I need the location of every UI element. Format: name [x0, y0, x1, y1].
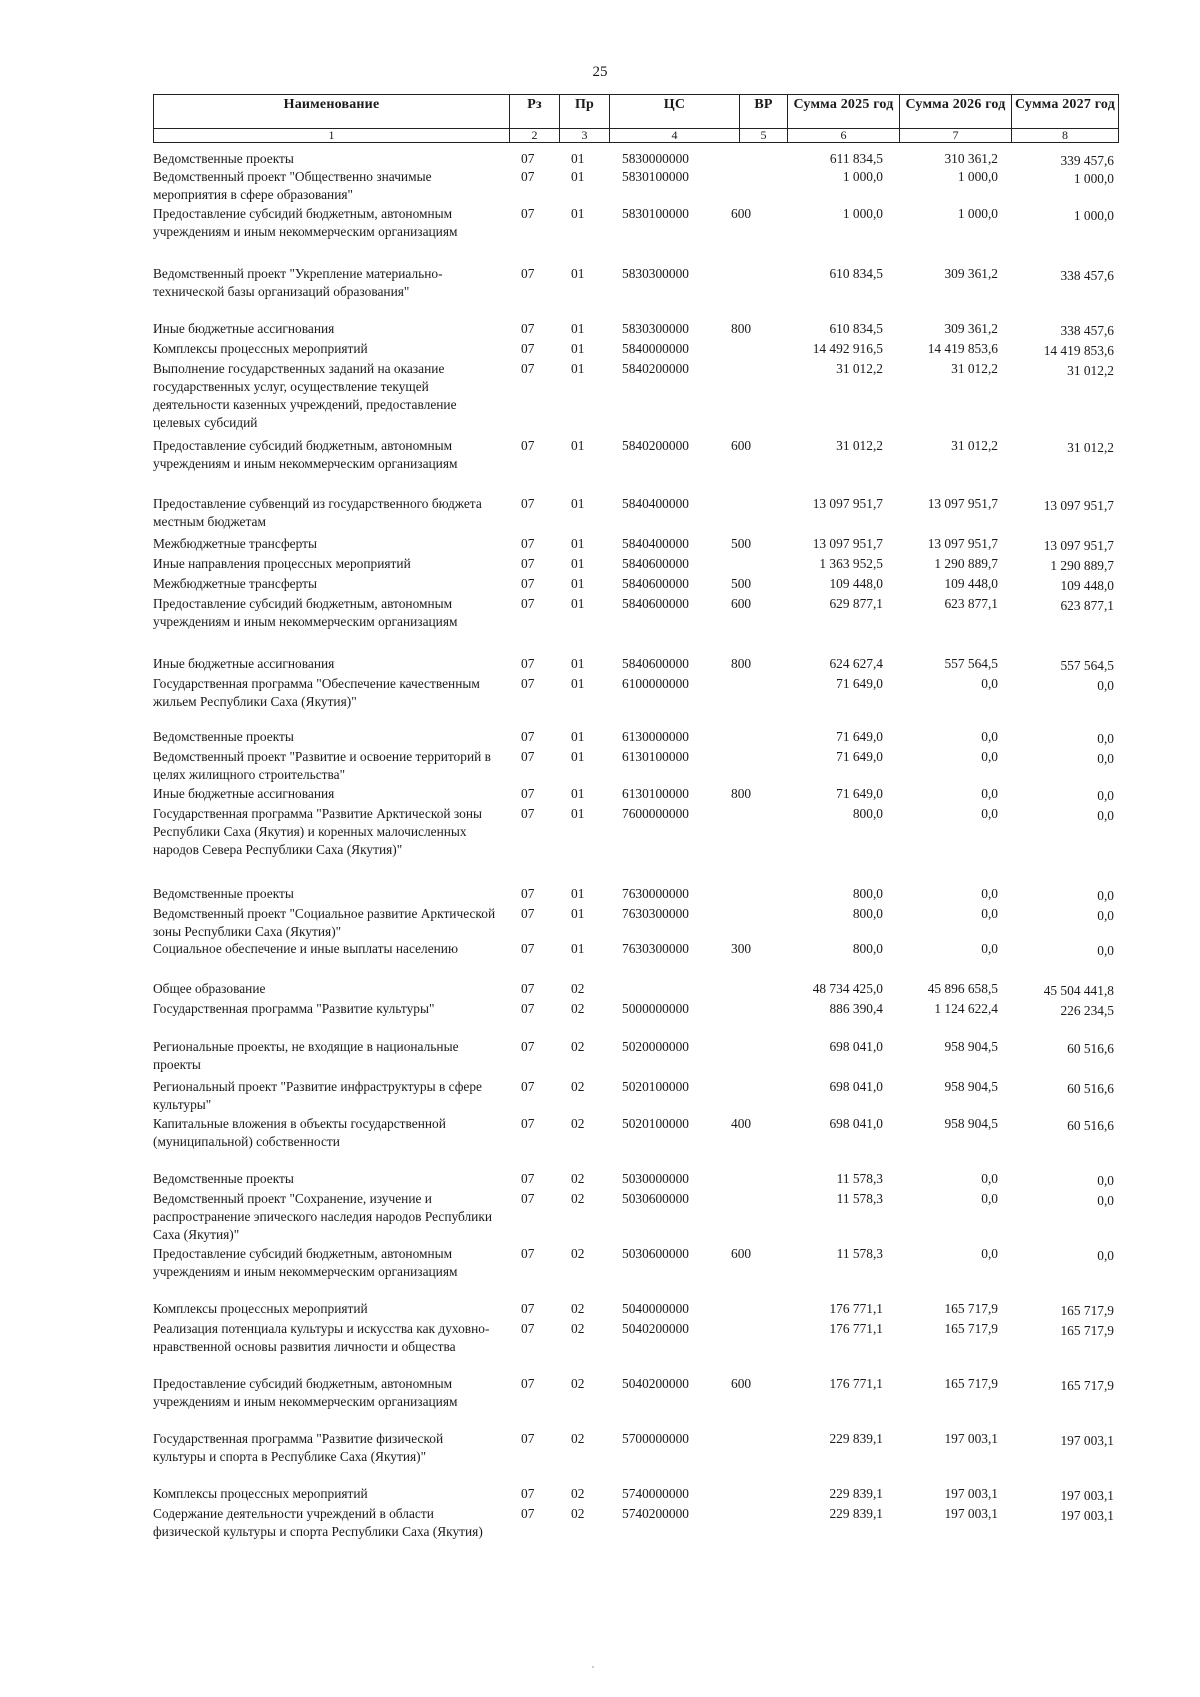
- row-sum-2025: 800,0: [852, 941, 883, 956]
- row-vr: 500: [731, 576, 752, 591]
- row-rz: 07: [521, 576, 535, 591]
- row-sum-2025: 698 041,0: [829, 1116, 883, 1131]
- row-vr: 600: [731, 596, 752, 611]
- row-cs: 5840600000: [622, 656, 689, 671]
- row-sum-2027: 165 717,9: [1060, 1378, 1114, 1393]
- row-cs: 5040200000: [622, 1376, 689, 1391]
- row-sum-2025: 1 000,0: [842, 169, 883, 184]
- row-sum-2025: 176 771,1: [829, 1321, 883, 1336]
- row-sum-2027: 0,0: [1097, 751, 1114, 766]
- col-number-8: 8: [1012, 129, 1119, 143]
- row-sum-2026: 45 896 658,5: [927, 981, 998, 996]
- row-sum-2026: 958 904,5: [944, 1079, 998, 1094]
- row-rz: 07: [521, 1171, 535, 1186]
- row-name: Государственная программа "Развитие Арктической зоны Республики Саха (Якутия) и коренных малочисленных народов Севера Республики Саха (Якутия)": [153, 806, 482, 857]
- row-sum-2027: 165 717,9: [1060, 1323, 1114, 1338]
- row-pr: 01: [571, 656, 585, 671]
- row-pr: 02: [571, 1171, 585, 1186]
- row-sum-2025: 14 492 916,5: [812, 341, 883, 356]
- col-header-vr: ВР: [740, 95, 788, 129]
- row-pr: 01: [571, 576, 585, 591]
- row-rz: 07: [521, 729, 535, 744]
- row-sum-2026: 197 003,1: [944, 1431, 998, 1446]
- row-rz: 07: [521, 1079, 535, 1094]
- row-name: Социальное обеспечение и иные выплаты населению: [153, 941, 458, 956]
- row-sum-2027: 60 516,6: [1067, 1041, 1114, 1056]
- row-sum-2025: 13 097 951,7: [812, 496, 883, 511]
- row-sum-2026: 31 012,2: [951, 438, 998, 453]
- row-rz: 07: [521, 361, 535, 376]
- row-pr: 01: [571, 361, 585, 376]
- row-name: Иные бюджетные ассигнования: [153, 786, 335, 801]
- row-sum-2025: 11 578,3: [836, 1171, 883, 1186]
- row-rz: 07: [521, 981, 535, 996]
- row-sum-2026: 0,0: [981, 906, 998, 921]
- row-name: Предоставление субсидий бюджетным, автономным учреждениям и иным некоммерческим организациям: [153, 1376, 458, 1409]
- row-cs: 5840200000: [622, 438, 689, 453]
- row-name: Ведомственный проект "Укрепление материально-технической базы организаций образования": [153, 266, 443, 299]
- row-sum-2026: 1 000,0: [957, 169, 998, 184]
- row-rz: 07: [521, 806, 535, 821]
- row-sum-2026: 165 717,9: [944, 1321, 998, 1336]
- row-sum-2025: 31 012,2: [836, 361, 883, 376]
- row-sum-2027: 0,0: [1097, 1193, 1114, 1208]
- row-pr: 02: [571, 1039, 585, 1054]
- row-rz: 07: [521, 1486, 535, 1501]
- row-vr: 600: [731, 1376, 752, 1391]
- row-cs: 5830300000: [622, 321, 689, 336]
- row-rz: 07: [521, 536, 535, 551]
- row-sum-2027: 13 097 951,7: [1043, 498, 1114, 513]
- row-sum-2025: 71 649,0: [836, 786, 883, 801]
- row-sum-2025: 176 771,1: [829, 1301, 883, 1316]
- table-header: [153, 94, 1119, 143]
- row-name: Предоставление субсидий бюджетным, автономным учреждениям и иным некоммерческим организациям: [153, 1246, 458, 1279]
- row-sum-2026: 197 003,1: [944, 1486, 998, 1501]
- row-name: Иные бюджетные ассигнования: [153, 321, 335, 336]
- row-sum-2025: 698 041,0: [829, 1039, 883, 1054]
- row-sum-2027: 13 097 951,7: [1043, 538, 1114, 553]
- row-cs: 6130000000: [622, 729, 689, 744]
- col-header-cs: ЦС: [610, 95, 740, 129]
- row-vr: 600: [731, 206, 752, 221]
- row-rz: 07: [521, 1301, 535, 1316]
- row-name: Комплексы процессных мероприятий: [153, 1301, 368, 1316]
- row-name: Иные направления процессных мероприятий: [153, 556, 411, 571]
- row-vr: 400: [731, 1116, 752, 1131]
- row-cs: 5030000000: [622, 1171, 689, 1186]
- row-sum-2027: 338 457,6: [1060, 323, 1114, 338]
- row-pr: 01: [571, 496, 585, 511]
- row-sum-2027: 0,0: [1097, 808, 1114, 823]
- row-sum-2027: 197 003,1: [1060, 1488, 1114, 1503]
- row-sum-2025: 629 877,1: [829, 596, 883, 611]
- row-name: Ведомственный проект "Социальное развитие Арктической зоны Республики Саха (Якутия)": [153, 906, 496, 939]
- row-cs: 5700000000: [622, 1431, 689, 1446]
- row-name: Ведомственный проект "Сохранение, изучение и распространение эпического наследия народов Республики Саха (Якутия)": [153, 1191, 493, 1242]
- row-sum-2027: 31 012,2: [1067, 440, 1114, 455]
- col-number-5: 5: [740, 129, 788, 143]
- row-sum-2027: 109 448,0: [1060, 578, 1114, 593]
- row-sum-2026: 31 012,2: [951, 361, 998, 376]
- row-pr: 02: [571, 1301, 585, 1316]
- row-name: Капитальные вложения в объекты государственной (муниципальной) собственности: [153, 1116, 446, 1149]
- col-number-4: 4: [610, 129, 740, 143]
- row-sum-2027: 14 419 853,6: [1043, 343, 1114, 358]
- row-sum-2026: 0,0: [981, 1191, 998, 1206]
- row-rz: 07: [521, 556, 535, 571]
- row-cs: 5840400000: [622, 496, 689, 511]
- row-cs: 5840200000: [622, 361, 689, 376]
- row-cs: 7630000000: [622, 886, 689, 901]
- row-sum-2027: 0,0: [1097, 678, 1114, 693]
- row-pr: 02: [571, 1431, 585, 1446]
- row-pr: 02: [571, 1191, 585, 1206]
- row-sum-2026: 0,0: [981, 806, 998, 821]
- row-sum-2026: 165 717,9: [944, 1301, 998, 1316]
- row-rz: 07: [521, 169, 535, 184]
- row-cs: 7600000000: [622, 806, 689, 821]
- row-pr: 01: [571, 536, 585, 551]
- row-sum-2027: 0,0: [1097, 1248, 1114, 1263]
- row-cs: 7630300000: [622, 906, 689, 921]
- row-sum-2026: 0,0: [981, 1246, 998, 1261]
- row-sum-2026: 0,0: [981, 676, 998, 691]
- row-rz: 07: [521, 438, 535, 453]
- row-sum-2026: 309 361,2: [944, 266, 998, 281]
- row-pr: 02: [571, 1001, 585, 1016]
- row-sum-2025: 229 839,1: [829, 1506, 883, 1521]
- row-pr: 02: [571, 981, 585, 996]
- row-rz: 07: [521, 151, 535, 166]
- row-rz: 07: [521, 941, 535, 956]
- row-sum-2026: 13 097 951,7: [927, 496, 998, 511]
- row-name: Предоставление субвенций из государственного бюджета местным бюджетам: [153, 496, 482, 529]
- row-cs: 5840600000: [622, 556, 689, 571]
- row-pr: 01: [571, 438, 585, 453]
- row-name: Межбюджетные трансферты: [153, 576, 317, 591]
- row-pr: 02: [571, 1079, 585, 1094]
- row-sum-2025: 71 649,0: [836, 676, 883, 691]
- col-number-6: 6: [788, 129, 900, 143]
- row-sum-2025: 1 000,0: [842, 206, 883, 221]
- row-cs: 5020100000: [622, 1079, 689, 1094]
- row-pr: 01: [571, 886, 585, 901]
- row-cs: 5020000000: [622, 1039, 689, 1054]
- row-rz: 07: [521, 749, 535, 764]
- row-vr: 800: [731, 321, 752, 336]
- row-name: Ведомственные проекты: [153, 151, 294, 166]
- row-vr: 600: [731, 1246, 752, 1261]
- row-sum-2025: 13 097 951,7: [812, 536, 883, 551]
- row-sum-2025: 229 839,1: [829, 1486, 883, 1501]
- row-sum-2025: 698 041,0: [829, 1079, 883, 1094]
- row-name: Государственная программа "Развитие физической культуры и спорта в Республике Саха (Якутия)": [153, 1431, 444, 1464]
- row-cs: 5000000000: [622, 1001, 689, 1016]
- row-sum-2026: 1 000,0: [957, 206, 998, 221]
- row-pr: 02: [571, 1376, 585, 1391]
- row-rz: 07: [521, 1001, 535, 1016]
- row-rz: 07: [521, 656, 535, 671]
- col-header-pr: Пр: [560, 95, 610, 129]
- row-sum-2027: 0,0: [1097, 888, 1114, 903]
- col-number-2: 2: [510, 129, 560, 143]
- page-number: 25: [592, 64, 608, 80]
- row-pr: 01: [571, 266, 585, 281]
- row-sum-2027: 197 003,1: [1060, 1433, 1114, 1448]
- row-cs: 5030600000: [622, 1246, 689, 1261]
- row-pr: 01: [571, 906, 585, 921]
- col-header-sum-2026: Сумма 2026 год: [900, 95, 1012, 129]
- row-cs: 5040000000: [622, 1301, 689, 1316]
- row-sum-2026: 1 124 622,4: [934, 1001, 998, 1016]
- row-sum-2026: 309 361,2: [944, 321, 998, 336]
- row-rz: 07: [521, 266, 535, 281]
- row-sum-2027: 338 457,6: [1060, 268, 1114, 283]
- row-name: Реализация потенциала культуры и искусства как духовно-нравственной основы развития личности и общества: [153, 1321, 490, 1354]
- col-header-sum-2027: Сумма 2027 год: [1012, 95, 1119, 129]
- row-cs: 5840600000: [622, 596, 689, 611]
- row-sum-2026: 0,0: [981, 749, 998, 764]
- row-rz: 07: [521, 676, 535, 691]
- row-sum-2026: 557 564,5: [944, 656, 998, 671]
- row-rz: 07: [521, 1506, 535, 1521]
- row-sum-2027: 197 003,1: [1060, 1508, 1114, 1523]
- row-sum-2027: 1 000,0: [1073, 208, 1114, 223]
- row-vr: 800: [731, 786, 752, 801]
- row-pr: 01: [571, 341, 585, 356]
- row-sum-2026: 310 361,2: [944, 151, 998, 166]
- row-sum-2025: 624 627,4: [829, 656, 883, 671]
- row-sum-2025: 109 448,0: [829, 576, 883, 591]
- row-name: Межбюджетные трансферты: [153, 536, 317, 551]
- row-pr: 01: [571, 206, 585, 221]
- row-pr: 02: [571, 1486, 585, 1501]
- row-sum-2025: 610 834,5: [829, 321, 883, 336]
- row-cs: 5040200000: [622, 1321, 689, 1336]
- row-name: Предоставление субсидий бюджетным, автономным учреждениям и иным некоммерческим организациям: [153, 206, 458, 239]
- row-sum-2026: 165 717,9: [944, 1376, 998, 1391]
- row-rz: 07: [521, 341, 535, 356]
- row-cs: 5830100000: [622, 206, 689, 221]
- row-pr: 02: [571, 1116, 585, 1131]
- row-sum-2027: 165 717,9: [1060, 1303, 1114, 1318]
- row-sum-2026: 0,0: [981, 941, 998, 956]
- row-sum-2025: 11 578,3: [836, 1191, 883, 1206]
- row-sum-2026: 109 448,0: [944, 576, 998, 591]
- row-cs: 5020100000: [622, 1116, 689, 1131]
- row-pr: 01: [571, 941, 585, 956]
- row-pr: 01: [571, 676, 585, 691]
- row-cs: 6130100000: [622, 749, 689, 764]
- row-cs: 5840400000: [622, 536, 689, 551]
- row-sum-2027: 1 000,0: [1073, 171, 1114, 186]
- row-cs: 5830100000: [622, 169, 689, 184]
- row-name: Предоставление субсидий бюджетным, автономным учреждениям и иным некоммерческим организациям: [153, 596, 458, 629]
- row-cs: 5740200000: [622, 1506, 689, 1521]
- row-sum-2026: 13 097 951,7: [927, 536, 998, 551]
- row-rz: 07: [521, 886, 535, 901]
- row-rz: 07: [521, 1321, 535, 1336]
- row-sum-2027: 0,0: [1097, 1173, 1114, 1188]
- row-sum-2027: 45 504 441,8: [1043, 983, 1114, 998]
- row-pr: 01: [571, 151, 585, 166]
- row-cs: 6130100000: [622, 786, 689, 801]
- row-pr: 01: [571, 729, 585, 744]
- row-name: Содержание деятельности учреждений в области физической культуры и спорта Республики Саха (Якутия): [153, 1506, 483, 1539]
- row-name: Региональный проект "Развитие инфраструктуры в сфере культуры": [153, 1079, 482, 1112]
- row-cs: 5830300000: [622, 266, 689, 281]
- row-vr: 500: [731, 536, 752, 551]
- row-pr: 01: [571, 169, 585, 184]
- row-name: Государственная программа "Развитие культуры": [153, 1001, 435, 1016]
- row-rz: 07: [521, 1246, 535, 1261]
- row-name: Выполнение государственных заданий на оказание государственных услуг, осуществление текущей деятельности казенных учреждений, предоставление целевых субсидий: [153, 361, 457, 430]
- row-sum-2027: 339 457,6: [1060, 153, 1114, 168]
- row-sum-2026: 0,0: [981, 886, 998, 901]
- row-rz: 07: [521, 1431, 535, 1446]
- row-cs: 5840000000: [622, 341, 689, 356]
- row-sum-2025: 1 363 952,5: [819, 556, 883, 571]
- row-name: Предоставление субсидий бюджетным, автономным учреждениям и иным некоммерческим организациям: [153, 438, 458, 471]
- row-pr: 01: [571, 596, 585, 611]
- row-cs: 5030600000: [622, 1191, 689, 1206]
- row-rz: 07: [521, 906, 535, 921]
- row-sum-2027: 0,0: [1097, 943, 1114, 958]
- row-sum-2025: 800,0: [852, 886, 883, 901]
- row-vr: 300: [731, 941, 752, 956]
- row-rz: 07: [521, 596, 535, 611]
- row-sum-2026: 623 877,1: [944, 596, 998, 611]
- row-sum-2027: 60 516,6: [1067, 1081, 1114, 1096]
- col-number-7: 7: [900, 129, 1012, 143]
- row-sum-2026: 197 003,1: [944, 1506, 998, 1521]
- row-sum-2026: 0,0: [981, 1171, 998, 1186]
- row-name: Ведомственные проекты: [153, 729, 294, 744]
- row-rz: 07: [521, 1039, 535, 1054]
- row-name: Ведомственные проекты: [153, 1171, 294, 1186]
- row-name: Иные бюджетные ассигнования: [153, 656, 335, 671]
- row-name: Ведомственный проект "Общественно значимые мероприятия в сфере образования": [153, 169, 432, 202]
- row-sum-2025: 800,0: [852, 906, 883, 921]
- row-sum-2025: 800,0: [852, 806, 883, 821]
- row-sum-2025: 31 012,2: [836, 438, 883, 453]
- row-sum-2026: 958 904,5: [944, 1039, 998, 1054]
- row-sum-2026: 14 419 853,6: [927, 341, 998, 356]
- row-pr: 01: [571, 786, 585, 801]
- row-sum-2027: 226 234,5: [1060, 1003, 1114, 1018]
- row-rz: 07: [521, 786, 535, 801]
- row-rz: 07: [521, 1191, 535, 1206]
- row-sum-2025: 610 834,5: [829, 266, 883, 281]
- col-number-3: 3: [560, 129, 610, 143]
- row-sum-2025: 886 390,4: [829, 1001, 883, 1016]
- row-sum-2025: 71 649,0: [836, 749, 883, 764]
- row-rz: 07: [521, 1376, 535, 1391]
- row-rz: 07: [521, 206, 535, 221]
- row-sum-2026: 0,0: [981, 729, 998, 744]
- row-cs: 7630300000: [622, 941, 689, 956]
- row-cs: 6100000000: [622, 676, 689, 691]
- row-pr: 02: [571, 1321, 585, 1336]
- row-sum-2027: 623 877,1: [1060, 598, 1114, 613]
- row-sum-2025: 48 734 425,0: [812, 981, 883, 996]
- row-name: Комплексы процессных мероприятий: [153, 1486, 368, 1501]
- row-pr: 01: [571, 749, 585, 764]
- row-sum-2025: 611 834,5: [829, 151, 883, 166]
- col-header-name: Наименование: [154, 95, 510, 129]
- row-name: Региональные проекты, не входящие в национальные проекты: [153, 1039, 459, 1072]
- row-cs: 5740000000: [622, 1486, 689, 1501]
- row-cs: 5830000000: [622, 151, 689, 166]
- row-sum-2027: 60 516,6: [1067, 1118, 1114, 1133]
- row-sum-2026: 958 904,5: [944, 1116, 998, 1131]
- row-name: Государственная программа "Обеспечение качественным жильем Республики Саха (Якутия)": [153, 676, 480, 709]
- row-sum-2027: 557 564,5: [1060, 658, 1114, 673]
- row-vr: 800: [731, 656, 752, 671]
- row-vr: 600: [731, 438, 752, 453]
- row-sum-2025: 71 649,0: [836, 729, 883, 744]
- row-sum-2027: 1 290 889,7: [1050, 558, 1114, 573]
- row-name: Комплексы процессных мероприятий: [153, 341, 368, 356]
- row-name: Общее образование: [153, 981, 266, 996]
- row-pr: 02: [571, 1246, 585, 1261]
- row-pr: 01: [571, 556, 585, 571]
- row-sum-2025: 11 578,3: [836, 1246, 883, 1261]
- col-number-1: 1: [154, 129, 510, 143]
- row-sum-2027: 0,0: [1097, 908, 1114, 923]
- row-name: Ведомственный проект "Развитие и освоение территорий в целях жилищного строительства": [153, 749, 491, 782]
- row-name: Ведомственные проекты: [153, 886, 294, 901]
- row-sum-2027: 0,0: [1097, 731, 1114, 746]
- row-pr: 02: [571, 1506, 585, 1521]
- row-rz: 07: [521, 496, 535, 511]
- row-sum-2025: 229 839,1: [829, 1431, 883, 1446]
- scan-speck: [592, 1666, 594, 1668]
- col-header-rz: Рз: [510, 95, 560, 129]
- row-sum-2026: 0,0: [981, 786, 998, 801]
- row-sum-2026: 1 290 889,7: [934, 556, 998, 571]
- row-sum-2027: 0,0: [1097, 788, 1114, 803]
- col-header-sum-2025: Сумма 2025 год: [788, 95, 900, 129]
- row-rz: 07: [521, 1116, 535, 1131]
- row-sum-2025: 176 771,1: [829, 1376, 883, 1391]
- row-pr: 01: [571, 806, 585, 821]
- row-pr: 01: [571, 321, 585, 336]
- row-sum-2027: 31 012,2: [1067, 363, 1114, 378]
- row-rz: 07: [521, 321, 535, 336]
- row-cs: 5840600000: [622, 576, 689, 591]
